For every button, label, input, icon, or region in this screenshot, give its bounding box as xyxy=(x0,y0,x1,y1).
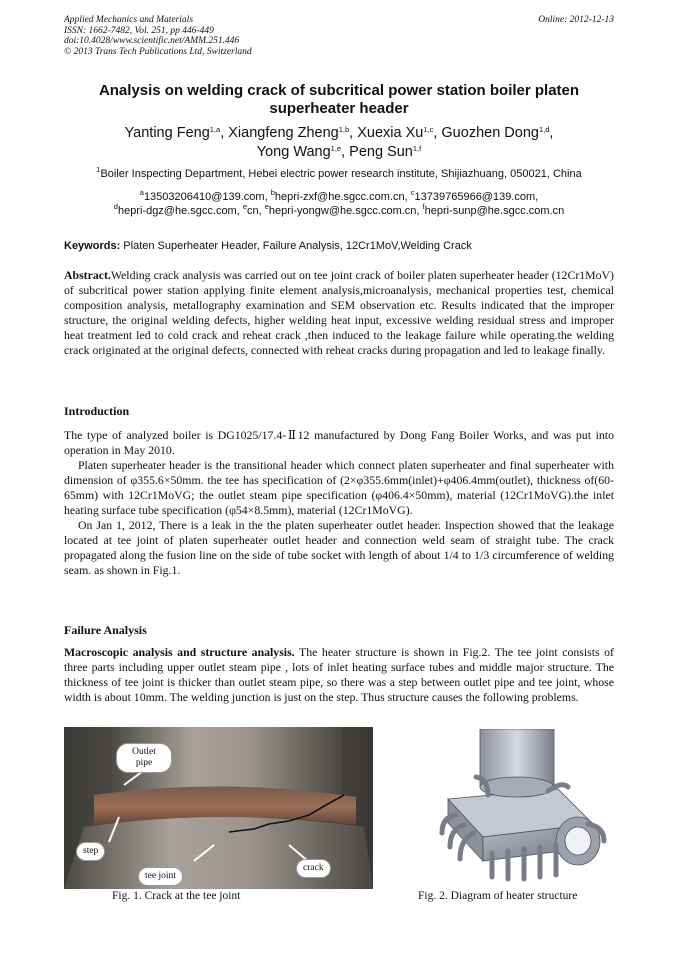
figure-1-caption: Fig. 1. Crack at the tee joint xyxy=(112,890,241,902)
introduction-body xyxy=(64,428,614,578)
issn: ISSN: 1662-7482, Vol. 251, pp 446-449 xyxy=(64,25,214,36)
abstract-text: Welding crack analysis was carried out on tee joint crack of boiler platen superheater header (12Cr1MoV) of subcritical power station applying finite element analysis,microanalysis, mechanical properties test, chemical composition analysis, metallography examination and SEM observation etc. Results indicated that the improper structure, the original welding defects, higher welding heat input, excessive welding residual stress and improper heat treatment led to cold crack and reheat crack ,then induced to the leakage failure while operating.the welding crack originated at the original defects, connected with reheat cracks during propagation and led to leakage finally. xyxy=(64,268,614,357)
keywords-text: Platen Superheater Header, Failure Analysis, 12Cr1MoV,Welding Crack xyxy=(120,240,472,252)
subsection-text: The heater structure is shown in Fig.2. The tee joint consists of three parts including upper outlet steam pipe , lots of inlet heating surface tubes and middle major structure. The thickness of tee joint is thicker than outlet steam pipe, so there was a step between outlet pipe and tee joint, whose width is about 10mm. The welding junction is just on the step. Thus structure causes the following problems. xyxy=(64,645,614,704)
doi: doi:10.4028/www.scientific.net/AMM.251.446 xyxy=(64,36,240,46)
author: Xiangfeng Zheng$^{1,b}$ xyxy=(228,125,350,141)
author: Yong Wang$^{1,e}$ xyxy=(256,144,342,160)
affiliation: $^1$Boiler Inspecting Department, Hebei electric power research institute, Shijiazhuang, 050021, China xyxy=(96,165,582,180)
section-heading-failure-analysis: Failure Analysis xyxy=(64,623,147,637)
label-crack: crack xyxy=(296,859,331,878)
macroscopic-analysis-paragraph xyxy=(64,645,614,705)
label-tee-joint: tee joint xyxy=(138,867,183,886)
journal-header xyxy=(64,15,614,57)
section-heading-introduction: Introduction xyxy=(64,404,130,418)
label-step: step xyxy=(76,842,105,861)
author: Xuexia Xu$^{1,c}$ xyxy=(357,125,434,141)
abstract-label: Abstract. xyxy=(64,268,111,282)
figure-1-photo xyxy=(64,727,373,889)
paper-title: Analysis on welding crack of subcritical power station boiler platen superheater header xyxy=(98,82,580,117)
abstract xyxy=(64,268,614,358)
online-date: Online: 2012-12-13 xyxy=(538,15,614,25)
author: Peng Sun$^{1,f}$ xyxy=(349,144,422,160)
paragraph: Platen superheater header is the transitional header which connect platen superheater and final superheater with dimension of φ355.6×50mm. the tee has specification of (2×φ355.6mm(inlet)+φ406.4mm(outlet), thickness of(60-65mm) with 12Cr1MoVG; the outlet steam pipe specification (φ406.4×50mm), material (12Cr1MoVG).the inlet heating surface tube specification (φ54×8.5mm), material (12Cr1MoVG). xyxy=(64,458,614,517)
keywords-label: Keywords: xyxy=(64,240,121,252)
figure-2-diagram xyxy=(428,729,608,889)
author: Yanting Feng$^{1,a}$ xyxy=(124,125,221,141)
figure-2-caption: Fig. 2. Diagram of heater structure xyxy=(418,890,578,902)
paragraph: The type of analyzed boiler is DG1025/17.4-Ⅱ12 manufactured by Dong Fang Boiler Works, and was put into operation in May 2010. xyxy=(64,428,614,457)
author-list: Yanting Feng$^{1,a}$, Xiangfeng Zheng$^{1,b}$, Xuexia Xu$^{1,c}$, Guozhen Dong$^{1,d}$, Yong Wang$^{1,e}$, Peng Sun$^{1,f}$ xyxy=(124,125,554,160)
heater-structure-drawing xyxy=(428,729,608,889)
keywords xyxy=(64,239,614,253)
copyright: © 2013 Trans Tech Publications Ltd, Switzerland xyxy=(64,46,252,57)
subsection-label: Macroscopic analysis and structure analysis. xyxy=(64,645,295,659)
journal-name: Applied Mechanics and Materials xyxy=(64,15,194,25)
paragraph: On Jan 1, 2012, There is a leak in the the platen superheater outlet header. Inspection showed that the leakage located at tee joint of platen superheater outlet header and connection weld seam of straight tube. The crack propagated along the fusion line on the side of tube socket with length of about 1/4 to 1/3 circumference of welding seam. as shown in Fig.1. xyxy=(64,518,614,577)
label-outlet-pipe: Outlet pipe xyxy=(116,743,172,773)
email-list: $^a$13503206410@139.com, $^b$hepri-zxf@he.sgcc.com.cn, $^c$13739765966@139.com, $^d$hepri-dgz@he.sgcc.com, $^e$cn, $^e$hepri-yongw@he.sgcc.com.cn, $^f$hepri-sunp@he.sgcc.com.cn xyxy=(113,188,565,217)
author: Guozhen Dong$^{1,d}$ xyxy=(441,125,550,141)
